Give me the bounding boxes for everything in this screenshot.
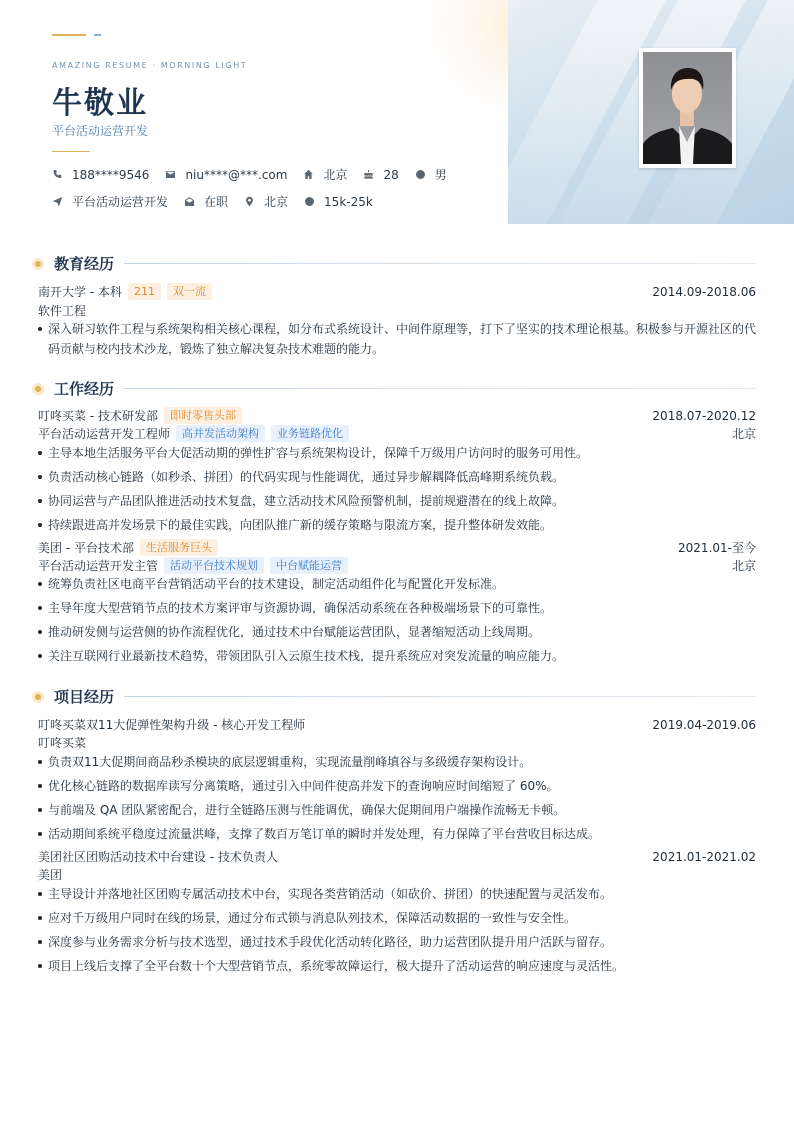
list-item: 应对千万级用户同时在线的场景，通过分布式锁与消息队列技术，保障活动数据的一致性与安全性。	[38, 908, 756, 928]
company-name: 叮咚买菜 - 技术研发部	[38, 409, 158, 423]
status-value: 在职	[204, 195, 229, 209]
intent-city-item	[244, 193, 288, 210]
candidate-title: 平台活动运营开发	[52, 124, 149, 138]
role-tag: 活动平台技术规划	[164, 557, 264, 574]
company-tag: 生活服务巨头	[140, 539, 218, 556]
education-header	[32, 253, 756, 274]
education-title: 教育经历	[54, 255, 115, 273]
project-name: 美团社区团购活动技术中台建设 - 技术负责人	[38, 850, 278, 864]
intent-row	[52, 193, 389, 210]
coin-icon	[304, 196, 315, 207]
project-date: 2021.01-2021.02	[652, 849, 756, 864]
work-role-row	[38, 425, 756, 442]
age-item	[363, 168, 398, 182]
company-tag: 即时零售头部	[164, 407, 242, 424]
list-item: 负责双11大促期间商品秒杀模块的底层逻辑重构，实现流量削峰填谷与多级缓存架构设计。	[38, 752, 756, 772]
avatar	[643, 52, 732, 164]
list-item: 主导年度大型营销节点的技术方案评审与资源协调，确保活动系统在各种极端场景下的可靠性。	[38, 598, 756, 618]
city-value: 北京	[323, 168, 348, 182]
email-item	[165, 168, 287, 182]
projects-header	[32, 686, 756, 707]
list-item: 协同运营与产品团队推进活动技术复盘，建立活动技术风险预警机制，提前规避潜在的线上故障。	[38, 491, 756, 511]
projects-title: 项目经历	[54, 688, 115, 706]
project-org: 叮咚买菜	[38, 736, 87, 750]
list-item: 推动研发侧与运营侧的协作流程优化，通过技术中台赋能运营团队，显著缩短活动上线周期。	[38, 622, 756, 642]
list-item: 统筹负责社区电商平台营销活动平台的技术建设，制定活动组件化与配置化开发标准。	[38, 574, 756, 594]
section-divider	[124, 263, 756, 264]
salary-item	[304, 195, 373, 209]
list-item: 活动期间系统平稳度过流量洪峰，支撑了数百万笔订单的瞬时并发处理，有力保障了平台营收目标达成。	[38, 824, 756, 844]
role-tag: 中台赋能运营	[270, 557, 348, 574]
profile-photo	[639, 48, 736, 168]
age-value: 28	[383, 167, 399, 182]
list-item: 与前端及 QA 团队紧密配合，进行全链路压测与性能调优，确保大促期间用户端操作流畅无卡顿。	[38, 800, 756, 820]
work-city: 北京	[731, 427, 756, 441]
work-city: 北京	[731, 559, 756, 573]
city-item	[303, 166, 347, 183]
role-name: 平台活动运营开发主管	[38, 559, 159, 573]
position-item	[52, 193, 168, 210]
major-row	[38, 302, 756, 319]
candidate-name: 牛敬业	[52, 86, 148, 121]
project-org-row	[38, 866, 756, 883]
work-header	[32, 378, 756, 399]
contact-row	[52, 166, 463, 183]
home-icon	[303, 169, 314, 180]
status-item	[184, 193, 228, 210]
project-bullets	[38, 752, 756, 848]
major: 软件工程	[38, 304, 87, 318]
section-divider	[124, 696, 756, 697]
location-pin-icon	[244, 196, 255, 207]
list-item: 深度参与业务需求分析与技术选型，通过技术手段优化活动转化路径，助力运营团队提升用户活跃与留存。	[38, 932, 756, 952]
list-item: 负责活动核心链路（如秒杀、拼团）的代码实现与性能调优，通过异步解耦降低高峰期系统负载。	[38, 467, 756, 487]
phone-item	[52, 168, 149, 182]
list-item: 持续跟进高并发场景下的最佳实践，向团队推广新的缓存策略与限流方案，提升整体研发效能。	[38, 515, 756, 535]
work-company-row	[38, 539, 756, 556]
company-name: 美团 - 平台技术部	[38, 541, 134, 555]
salary-value: 15k-25k	[324, 194, 373, 209]
school-tag: 双一流	[167, 283, 212, 300]
role-tag: 高并发活动架构	[176, 425, 265, 442]
work-company-row	[38, 407, 756, 424]
education-row	[38, 283, 756, 300]
section-divider	[124, 388, 756, 389]
phone-icon	[52, 169, 63, 180]
work-title: 工作经历	[54, 380, 115, 398]
project-row	[38, 848, 756, 865]
project-org-row	[38, 734, 756, 751]
list-item: 深入研习软件工程与系统架构相关核心课程，如分布式系统设计、中间件原理等，打下了坚实的技术理论根基。积极参与开源社区的代码贡献与校内技术沙龙，锻炼了独立解决复杂技术难题的能力。	[38, 319, 756, 359]
send-icon	[52, 196, 63, 207]
gender-item	[415, 166, 447, 183]
email-icon	[165, 169, 176, 180]
project-row	[38, 716, 756, 733]
list-item: 关注互联网行业最新技术趋势，带领团队引入云原生技术栈，提升系统应对突发流量的响应能力。	[38, 646, 756, 666]
position-value: 平台活动运营开发	[72, 195, 169, 209]
work-bullets	[38, 574, 756, 670]
gender-icon	[415, 169, 426, 180]
portrait-silhouette	[643, 52, 732, 164]
mail-open-icon	[184, 196, 195, 207]
phone-value: 188****9546	[72, 167, 150, 182]
work-bullets	[38, 443, 756, 539]
work-date: 2021.01-至今	[678, 541, 756, 555]
project-name: 叮咚买菜双11大促弹性架构升级 - 核心开发工程师	[38, 718, 306, 732]
project-bullets	[38, 884, 756, 980]
project-org: 美团	[38, 868, 63, 882]
list-item: 项目上线后支撑了全平台数十个大型营销节点，系统零故障运行，极大提升了活动运营的响应速度与灵活性。	[38, 956, 756, 976]
education-date: 2014.09-2018.06	[652, 284, 756, 299]
email-value: niu****@***.com	[185, 167, 288, 182]
name-divider	[52, 151, 90, 152]
brand-tagline: AMAZING RESUME · MORNING LIGHT	[52, 61, 248, 70]
school-tag: 211	[128, 283, 161, 300]
work-date: 2018.07-2020.12	[652, 408, 756, 423]
school-name: 南开大学 - 本科	[38, 285, 122, 299]
section-dot-icon	[32, 691, 44, 703]
section-dot-icon	[32, 383, 44, 395]
gender-value: 男	[434, 168, 447, 182]
role-name: 平台活动运营开发工程师	[38, 427, 171, 441]
section-dot-icon	[32, 258, 44, 270]
education-bullets	[38, 319, 756, 359]
list-item: 主导设计并落地社区团购专属活动技术中台，实现各类营销活动（如砍价、拼团）的快速配置与灵活发布。	[38, 884, 756, 904]
cake-icon	[363, 169, 374, 180]
intent-city-value: 北京	[264, 195, 289, 209]
role-tag: 业务链路优化	[271, 425, 349, 442]
list-item: 优化核心链路的数据库读写分离策略，通过引入中间件使高并发下的查询响应时间缩短了 60%。	[38, 776, 756, 796]
project-date: 2019.04-2019.06	[652, 717, 756, 732]
work-role-row	[38, 557, 756, 574]
list-item: 主导本地生活服务平台大促活动期的弹性扩容与系统架构设计，保障千万级用户访问时的服务可用性。	[38, 443, 756, 463]
